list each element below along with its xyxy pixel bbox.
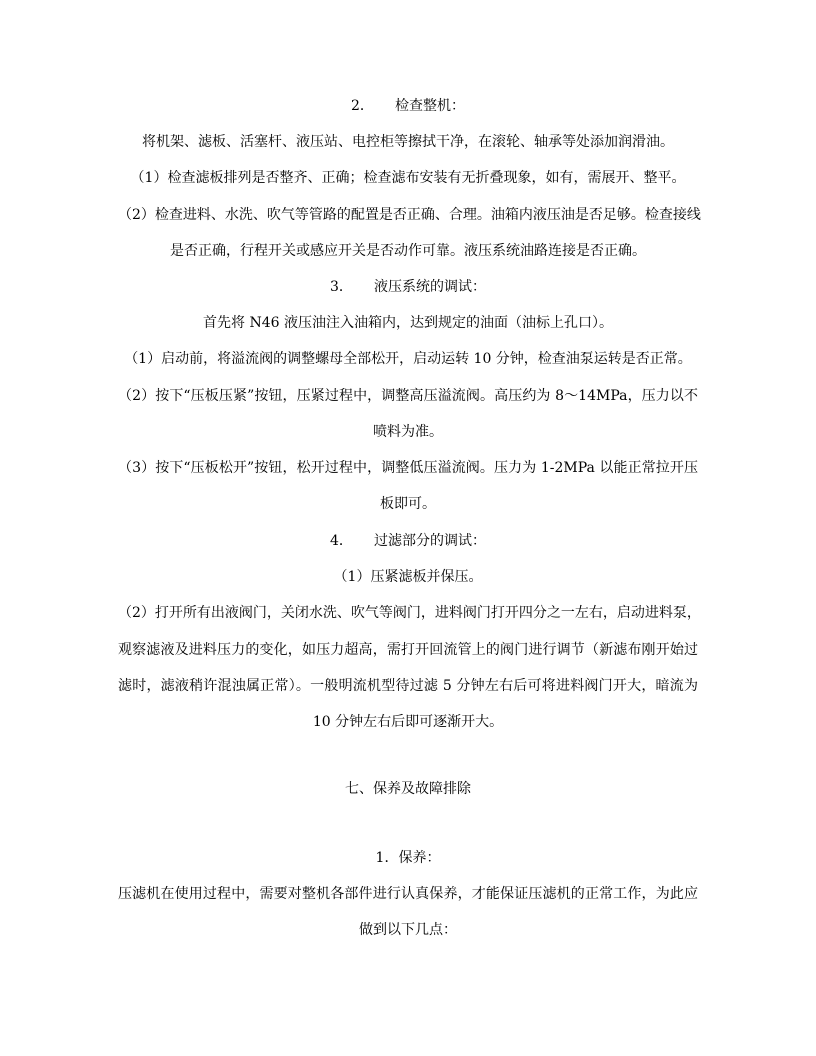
paragraph-line: 喷料为准。: [373, 424, 443, 440]
paragraph-line: 观察滤液及进料压力的变化，如压力超高，需打开回流管上的阀门进行调节（新滤布刚开始过: [118, 642, 698, 658]
section-number: 2．: [351, 98, 374, 114]
section-2-heading: [118, 96, 698, 116]
paragraph-line: （1）检查滤板排列是否整齐、正确；检查滤布安装有无折叠现象，如有，需展开、整平。: [130, 170, 686, 186]
paragraph-line: 首先将 N46 液压油注入油箱内，达到规定的油面（油标上孔口）。: [203, 315, 613, 331]
subsection-1-heading: 1．保养：: [375, 850, 441, 866]
paragraph-line: （2）按下“压板压紧”按钮，压紧过程中，调整高压溢流阀。高压约为 8～14MPa，压力以不: [118, 388, 698, 404]
paragraph-line: （3）按下“压板松开”按钮，松开过程中，调整低压溢流阀。压力为 1-2MPa 以能正常拉开压: [118, 460, 698, 476]
paragraph-line: 10 分钟左右后即可逐渐开大。: [312, 714, 504, 730]
section-number: 3．: [330, 279, 353, 295]
paragraph-line: （2）检查进料、水洗、吹气等管路的配置是否正确、合理。油箱内液压油是否足够。检查接线: [118, 207, 701, 223]
chapter-7-heading: 七、保养及故障排除: [345, 781, 471, 797]
paragraph-line: 将机架、滤板、活塞杆、液压站、电控柜等擦拭干净，在滚轮、轴承等处添加润滑油。: [142, 134, 674, 150]
section-title: 过滤部分的调试：: [374, 533, 486, 549]
paragraph-line: 压滤机在使用过程中，需要对整机各部件进行认真保养，才能保证压滤机的正常工作，为此应: [118, 886, 698, 902]
section-3-heading: [118, 277, 698, 297]
paragraph-line: （1）压紧滤板并保压。: [333, 569, 483, 585]
section-title: 液压系统的调试：: [374, 279, 486, 295]
paragraph-line: （2）打开所有出液阀门，关闭水洗、吹气等阀门，进料阀门打开四分之一左右，启动进料泵，: [118, 605, 701, 621]
paragraph-line: 板即可。: [380, 496, 436, 512]
paragraph-line: 是否正确，行程开关或感应开关是否动作可靠。液压系统油路连接是否正确。: [170, 243, 646, 259]
paragraph-line: （1）启动前，将溢流阀的调整螺母全部松开，启动运转 10 分钟，检查油泵运转是否正常。: [124, 351, 692, 367]
paragraph-line: 滤时，滤液稍许混浊属正常）。一般明流机型待过滤 5 分钟左右后可将进料阀门开大，暗流为: [118, 678, 698, 694]
section-title: 检查整机：: [395, 98, 465, 114]
section-4-heading: [118, 531, 698, 551]
paragraph-line: 做到以下几点：: [359, 922, 457, 938]
section-number: 4．: [330, 533, 353, 549]
